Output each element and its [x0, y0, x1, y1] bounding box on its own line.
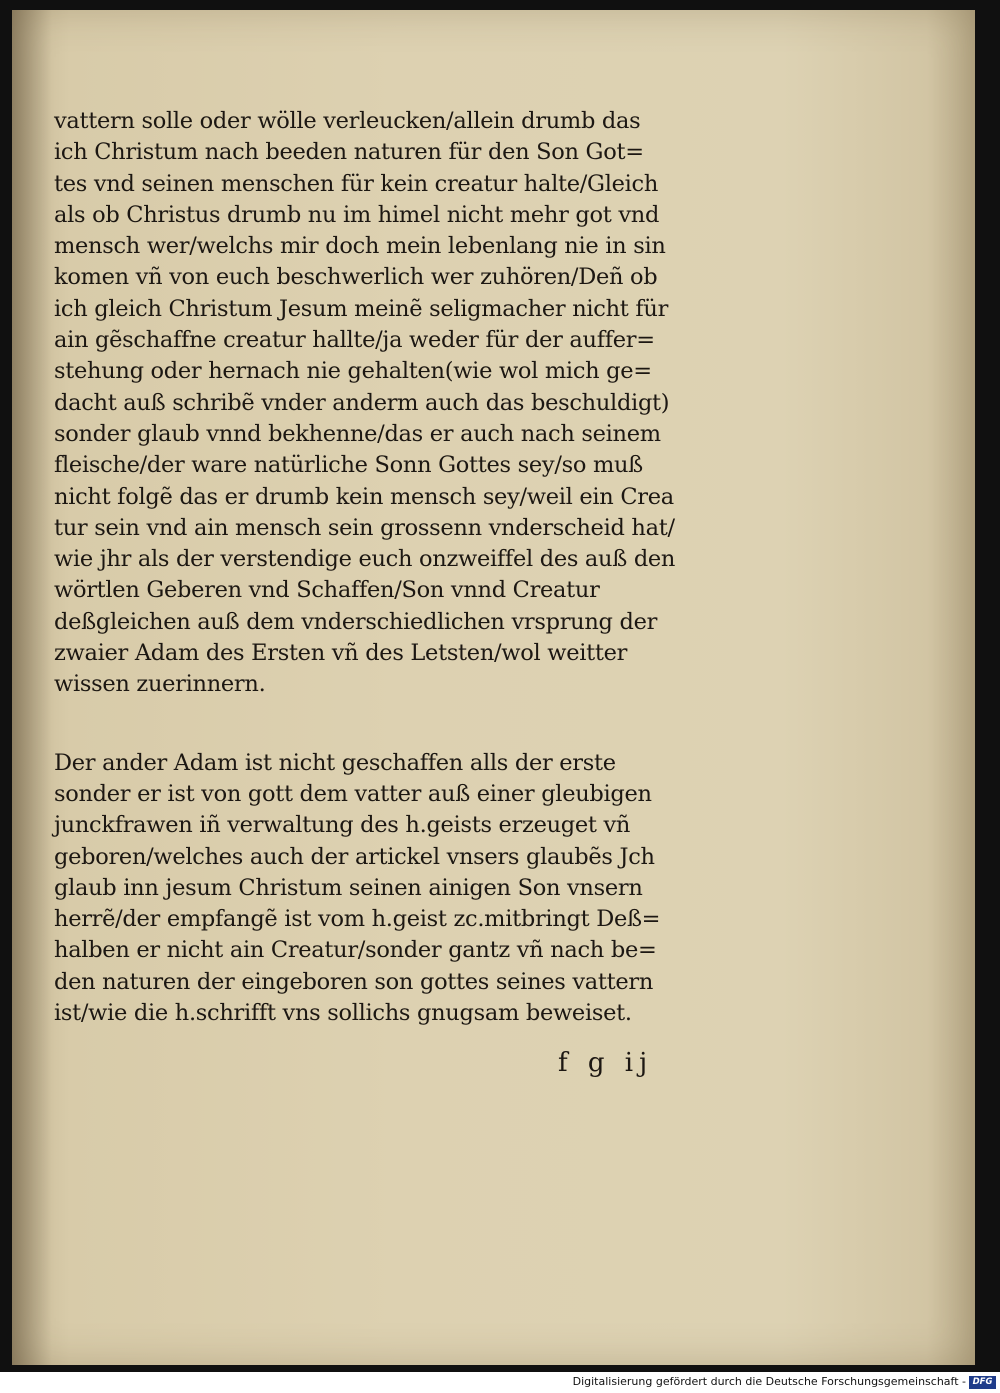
- text-line: den naturen der eingeboren son gottes seines vattern: [54, 968, 654, 995]
- text-line: fleische/der ware natürliche Sonn Gottes sey/so muß: [54, 452, 643, 479]
- book-page: [12, 10, 975, 1365]
- text-line: ich gleich Christum Jesum meinẽ seligmacher nicht für: [54, 295, 669, 322]
- digitization-footer: [0, 1372, 1000, 1393]
- text-line: vattern solle oder wölle verleucken/allein drumb das: [54, 108, 641, 134]
- text-line: dacht auß schribẽ vnder anderm auch das beschuldigt): [54, 389, 670, 416]
- text-line: nicht folgẽ das er drumb kein mensch sey/weil ein Crea: [54, 483, 674, 510]
- text-line: sonder er ist von gott dem vatter auß einer gleubigen: [54, 780, 652, 807]
- gutter-shadow: [12, 10, 52, 1365]
- text-line: tur sein vnd ain mensch sein grossenn vnderscheid hat/: [54, 514, 675, 541]
- text-line: herrẽ/der empfangẽ ist vom h.geist zc.mitbringt Deß=: [54, 906, 661, 933]
- page-text: [54, 106, 754, 1029]
- text-line: halben er nicht ain Creatur/sonder gantz vñ nach be=: [54, 937, 657, 964]
- text-line: geboren/welches auch der artickel vnsers glaubẽs Jch: [54, 843, 655, 870]
- text-line: zwaier Adam des Ersten vñ des Letsten/wol weitter: [54, 640, 628, 667]
- text-line: glaub inn jesum Christum seinen ainigen Son vnsern: [54, 874, 643, 901]
- text-line: wie jhr als der verstendige euch onzweiffel des auß den: [54, 546, 676, 573]
- text-line: deßgleichen auß dem vnderschiedlichen vrsprung der: [54, 608, 658, 635]
- text-line: komen vñ von euch beschwerlich wer zuhören/Deñ ob: [54, 264, 658, 291]
- text-line: ich Christum nach beeden naturen für den Son Got=: [54, 139, 644, 166]
- signature-mark: f g ij: [558, 1048, 654, 1078]
- text-line: junckfrawen iñ verwaltung des h.geists erzeuget vñ: [54, 812, 631, 839]
- text-line: wissen zuerinnern.: [54, 671, 266, 698]
- paragraph-1: [54, 106, 754, 701]
- text-line: ist/wie die h.schrifft vns sollichs gnugsam beweiset.: [54, 1000, 632, 1027]
- text-line: Der ander Adam ist nicht geschaffen alls der erste: [54, 749, 616, 776]
- footer-credit-text: Digitalisierung gefördert durch die Deutsche Forschungsgemeinschaft -: [572, 1375, 966, 1388]
- text-line: stehung oder hernach nie gehalten(wie wol mich ge=: [54, 358, 652, 385]
- text-line: als ob Christus drumb nu im himel nicht mehr got vnd: [54, 201, 660, 228]
- paragraph-2: [54, 748, 754, 1030]
- text-line: sonder glaub vnnd bekhenne/das er auch nach seinem: [54, 420, 661, 447]
- text-line: tes vnd seinen menschen für kein creatur halte/Gleich: [54, 170, 659, 197]
- dfg-logo: DFG: [969, 1376, 996, 1389]
- text-line: wörtlen Geberen vnd Schaffen/Son vnnd Creatur: [54, 577, 600, 604]
- text-line: ain gẽschaffne creatur hallte/ja weder für der auffer=: [54, 327, 655, 354]
- text-line: mensch wer/welchs mir doch mein lebenlang nie in sin: [54, 233, 666, 260]
